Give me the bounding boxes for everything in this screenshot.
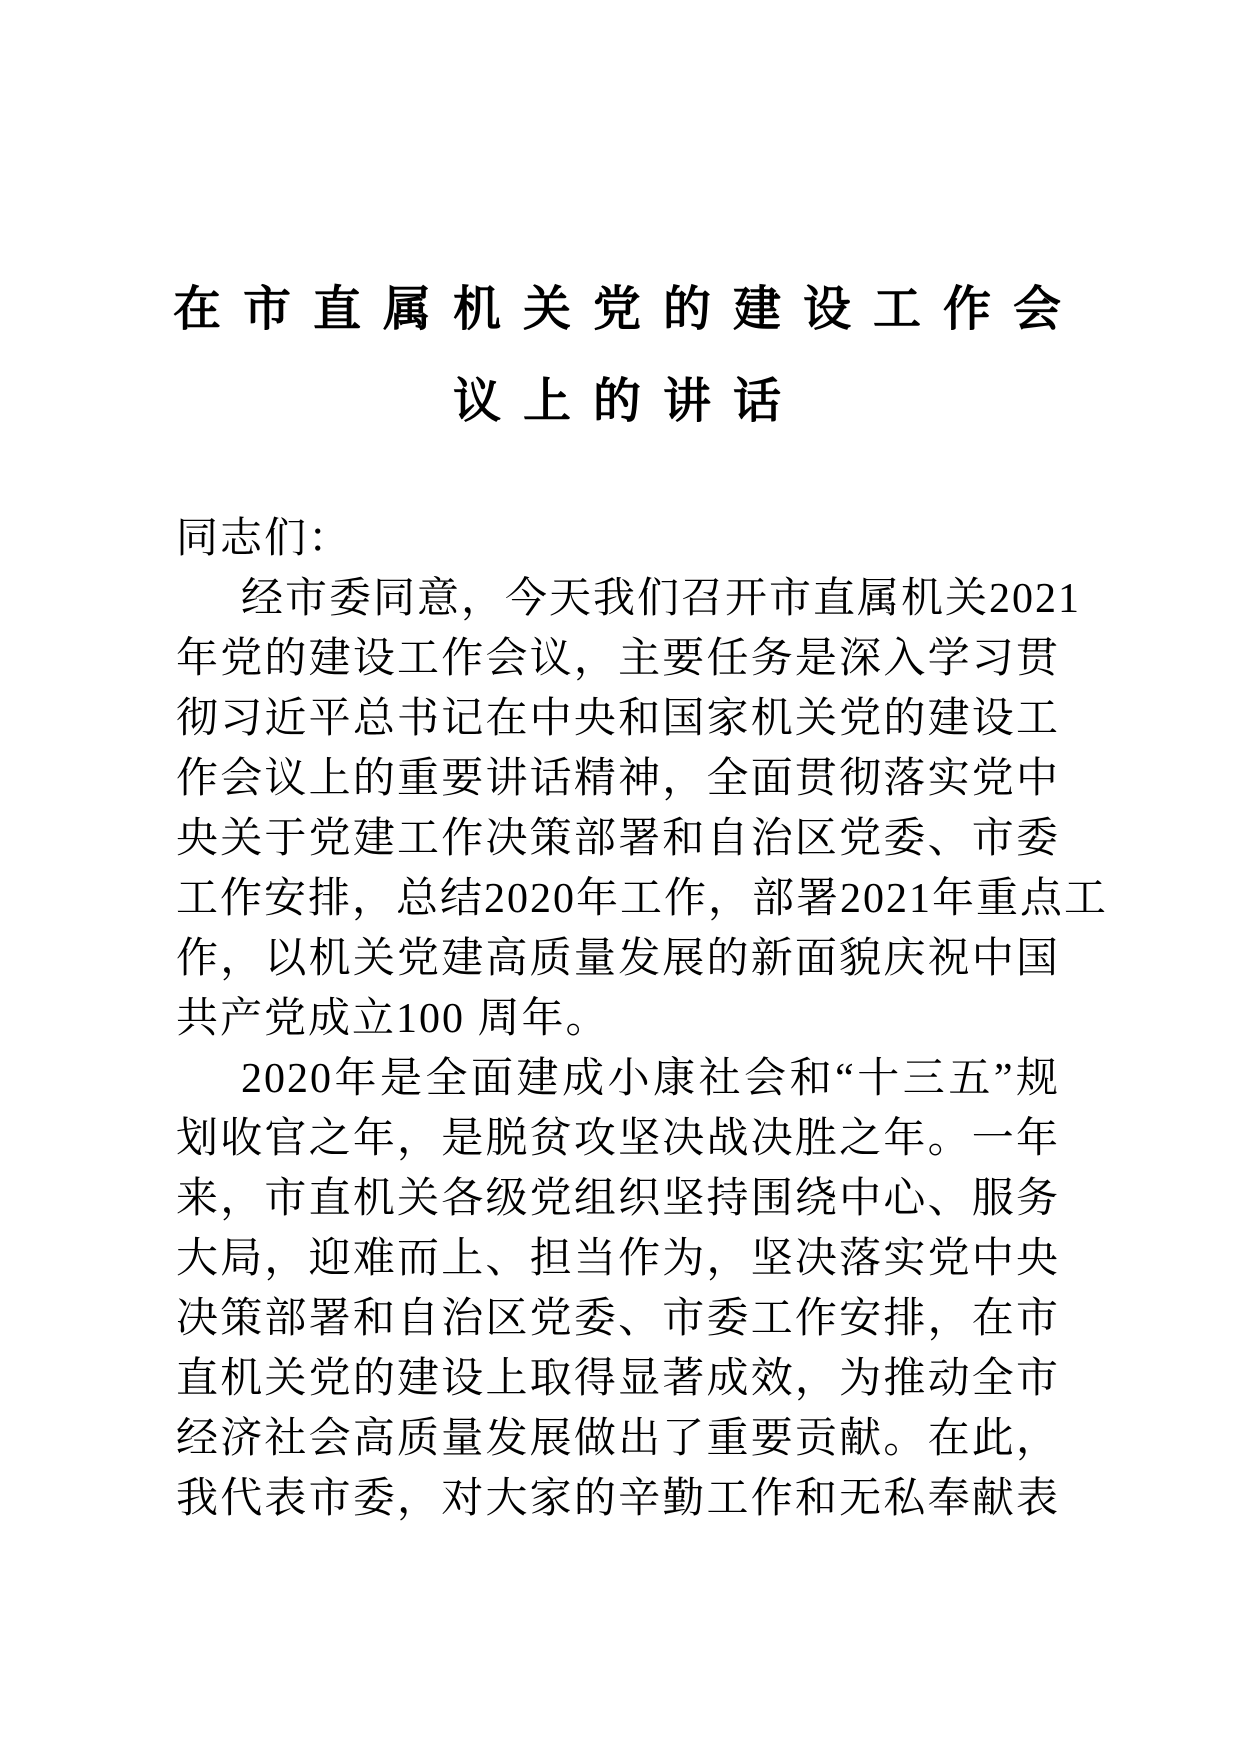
body-line: 经济社会高质量发展做出了重要贡献。在此， [176, 1416, 1060, 1462]
body-line: 央关于党建工作决策部署和自治区党委、市委 [176, 816, 1060, 862]
body-line: 大局，迎难而上、担当作为，坚决落实党中央 [176, 1236, 1060, 1282]
salutation-line: 同志们： [176, 516, 353, 562]
document-title [0, 264, 1234, 448]
body-line: 经市委同意，今天我们召开市直属机关2021 [241, 576, 1082, 622]
body-line: 来，市直机关各级党组织坚持围绕中心、服务 [176, 1176, 1060, 1222]
body-line: 年党的建设工作会议，主要任务是深入学习贯 [176, 636, 1060, 682]
body-line: 决策部署和自治区党委、市委工作安排，在市 [176, 1296, 1060, 1342]
body-line: 作会议上的重要讲话精神，全面贯彻落实党中 [176, 756, 1060, 802]
body-line: 2020年是全面建成小康社会和“十三五”规 [241, 1056, 1060, 1102]
body-line: 直机关党的建设上取得显著成效，为推动全市 [176, 1356, 1060, 1402]
paragraph-container [176, 569, 1109, 1529]
document-title-line-2: 议上的讲话 [452, 375, 803, 428]
document-body [176, 509, 1109, 1529]
document-title-line-1: 在市直属机关党的建设工作会 [172, 283, 1083, 336]
body-line: 作，以机关党建高质量发展的新面貌庆祝中国 [176, 936, 1060, 982]
body-line: 我代表市委，对大家的辛勤工作和无私奉献表 [176, 1476, 1060, 1522]
body-line: 划收官之年，是脱贫攻坚决战决胜之年。一年 [176, 1116, 1060, 1162]
body-line: 共产党成立100 周年。 [176, 996, 610, 1042]
body-line: 工作安排，总结2020年工作，部署2021年重点工 [176, 876, 1109, 922]
body-line: 彻习近平总书记在中央和国家机关党的建设工 [176, 696, 1060, 742]
